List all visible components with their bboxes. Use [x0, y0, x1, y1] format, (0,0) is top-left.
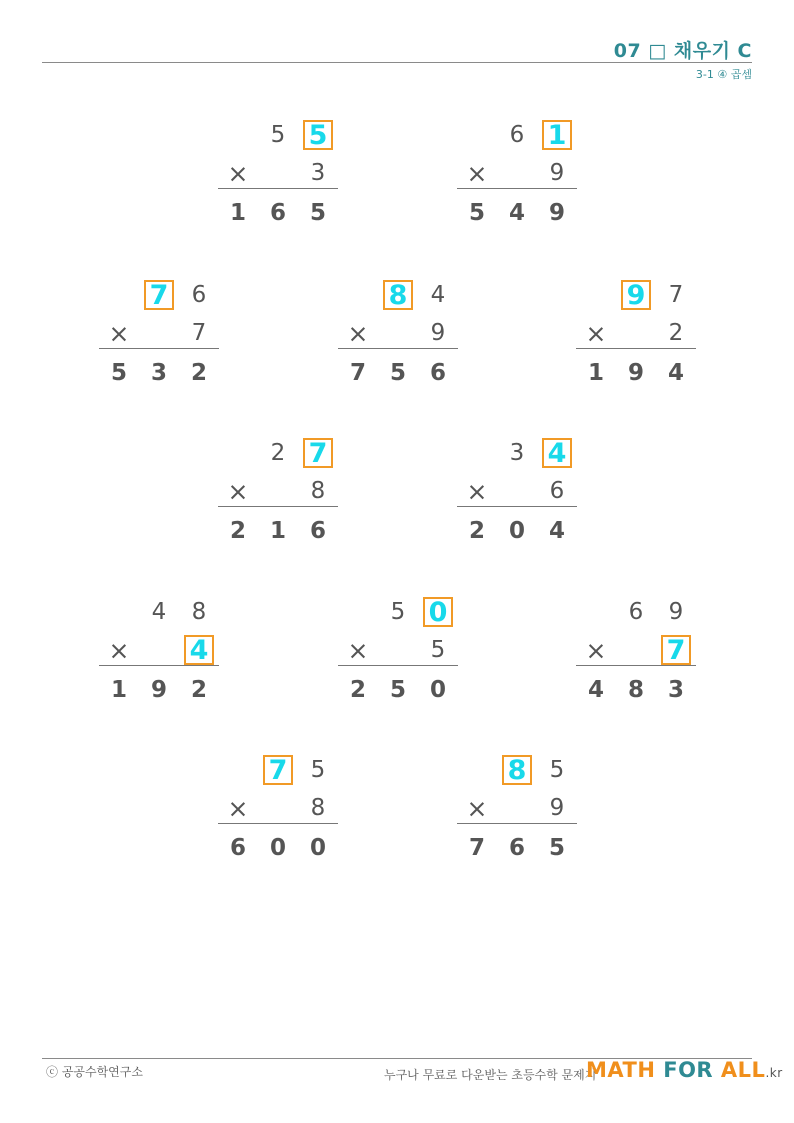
times-sign: × [227, 476, 249, 506]
product-digit: 5 [309, 200, 326, 226]
times-sign: × [466, 476, 488, 506]
multiplier-digit: 2 [668, 320, 684, 346]
product-line [338, 348, 458, 349]
product-digit: 2 [349, 677, 366, 703]
product-digit: 5 [389, 360, 406, 386]
multiplicand-digit: 7 [668, 282, 684, 308]
product-digit: 6 [309, 518, 326, 544]
product-digit: 0 [508, 518, 525, 544]
header-divider [42, 62, 752, 63]
product-digit: 9 [627, 360, 644, 386]
product-digit: 1 [269, 518, 286, 544]
multiplicand-digit: 4 [151, 599, 167, 625]
product-digit: 9 [150, 677, 167, 703]
times-sign: × [466, 158, 488, 188]
product-digit: 7 [349, 360, 366, 386]
multiplicand-digit: 5 [390, 599, 406, 625]
product-line [218, 188, 338, 189]
answer-box[interactable]: 7 [303, 438, 333, 468]
product-line [576, 665, 696, 666]
times-sign: × [466, 793, 488, 823]
product-digit: 4 [667, 360, 684, 386]
multiplicand-digit: 6 [191, 282, 207, 308]
product-digit: 6 [429, 360, 446, 386]
problem-5 [576, 275, 696, 395]
multiplicand-digit: 6 [509, 122, 525, 148]
answer-box[interactable]: 8 [502, 755, 532, 785]
product-digit: 5 [389, 677, 406, 703]
multiplicand-digit: 3 [509, 440, 525, 466]
times-sign: × [108, 635, 130, 665]
product-digit: 6 [508, 835, 525, 861]
answer-box[interactable]: 4 [184, 635, 214, 665]
multiplicand-digit: 5 [270, 122, 286, 148]
product-digit: 1 [229, 200, 246, 226]
product-digit: 5 [110, 360, 127, 386]
problem-3 [99, 275, 219, 395]
multiplier-digit: 8 [310, 478, 326, 504]
product-line [99, 665, 219, 666]
multiplier-digit: 7 [191, 320, 207, 346]
product-digit: 2 [190, 360, 207, 386]
page-title: 07 □ 채우기 C [613, 40, 752, 62]
product-line [99, 348, 219, 349]
multiplier-digit: 5 [430, 637, 446, 663]
product-digit: 8 [627, 677, 644, 703]
answer-box[interactable]: 9 [621, 280, 651, 310]
product-line [218, 506, 338, 507]
product-digit: 2 [468, 518, 485, 544]
multiplicand-digit: 4 [430, 282, 446, 308]
product-digit: 4 [587, 677, 604, 703]
multiplicand-digit: 5 [549, 757, 565, 783]
multiplier-digit: 9 [549, 160, 565, 186]
product-digit: 7 [468, 835, 485, 861]
problem-9 [338, 592, 458, 712]
product-digit: 0 [429, 677, 446, 703]
footer-tagline: 누구나 무료로 다운받는 초등수학 문제지 [384, 1068, 597, 1082]
multiplier-digit: 9 [549, 795, 565, 821]
product-digit: 3 [150, 360, 167, 386]
product-line [218, 823, 338, 824]
answer-box[interactable]: 5 [303, 120, 333, 150]
product-digit: 3 [667, 677, 684, 703]
problem-6 [218, 433, 338, 553]
product-digit: 4 [508, 200, 525, 226]
product-digit: 0 [309, 835, 326, 861]
product-digit: 2 [190, 677, 207, 703]
product-digit: 1 [110, 677, 127, 703]
answer-box[interactable]: 7 [263, 755, 293, 785]
product-line [338, 665, 458, 666]
problem-2 [457, 115, 577, 235]
times-sign: × [227, 793, 249, 823]
multiplicand-digit: 9 [668, 599, 684, 625]
brand-math: MATH [586, 1058, 656, 1082]
times-sign: × [108, 318, 130, 348]
problem-4 [338, 275, 458, 395]
product-digit: 9 [548, 200, 565, 226]
times-sign: × [227, 158, 249, 188]
multiplicand-digit: 6 [628, 599, 644, 625]
multiplier-digit: 9 [430, 320, 446, 346]
product-digit: 5 [548, 835, 565, 861]
multiplier-digit: 6 [549, 478, 565, 504]
product-digit: 2 [229, 518, 246, 544]
product-line [457, 823, 577, 824]
product-digit: 4 [548, 518, 565, 544]
product-line [576, 348, 696, 349]
answer-box[interactable]: 1 [542, 120, 572, 150]
times-sign: × [347, 635, 369, 665]
answer-box[interactable]: 0 [423, 597, 453, 627]
times-sign: × [585, 635, 607, 665]
problem-12 [457, 750, 577, 870]
product-digit: 1 [587, 360, 604, 386]
multiplier-digit: 8 [310, 795, 326, 821]
brand-for: FOR [663, 1058, 714, 1082]
product-digit: 5 [468, 200, 485, 226]
copyright: ⓒ 공공수학연구소 [46, 1065, 143, 1079]
problem-11 [218, 750, 338, 870]
product-line [457, 188, 577, 189]
problem-1 [218, 115, 338, 235]
times-sign: × [347, 318, 369, 348]
problem-8 [99, 592, 219, 712]
page-subtitle: 3-1 ④ 곱셈 [695, 68, 752, 81]
multiplicand-digit: 5 [310, 757, 326, 783]
times-sign: × [585, 318, 607, 348]
brand-logo [586, 1058, 783, 1082]
problem-10 [576, 592, 696, 712]
answer-box[interactable]: 7 [661, 635, 691, 665]
product-digit: 6 [269, 200, 286, 226]
product-digit: 0 [269, 835, 286, 861]
multiplicand-digit: 8 [191, 599, 207, 625]
multiplicand-digit: 2 [270, 440, 286, 466]
product-digit: 6 [229, 835, 246, 861]
problem-7 [457, 433, 577, 553]
brand-kr: .kr [765, 1066, 783, 1080]
brand-all: ALL [720, 1058, 766, 1082]
answer-box[interactable]: 7 [144, 280, 174, 310]
answer-box[interactable]: 4 [542, 438, 572, 468]
product-line [457, 506, 577, 507]
multiplier-digit: 3 [310, 160, 326, 186]
answer-box[interactable]: 8 [383, 280, 413, 310]
